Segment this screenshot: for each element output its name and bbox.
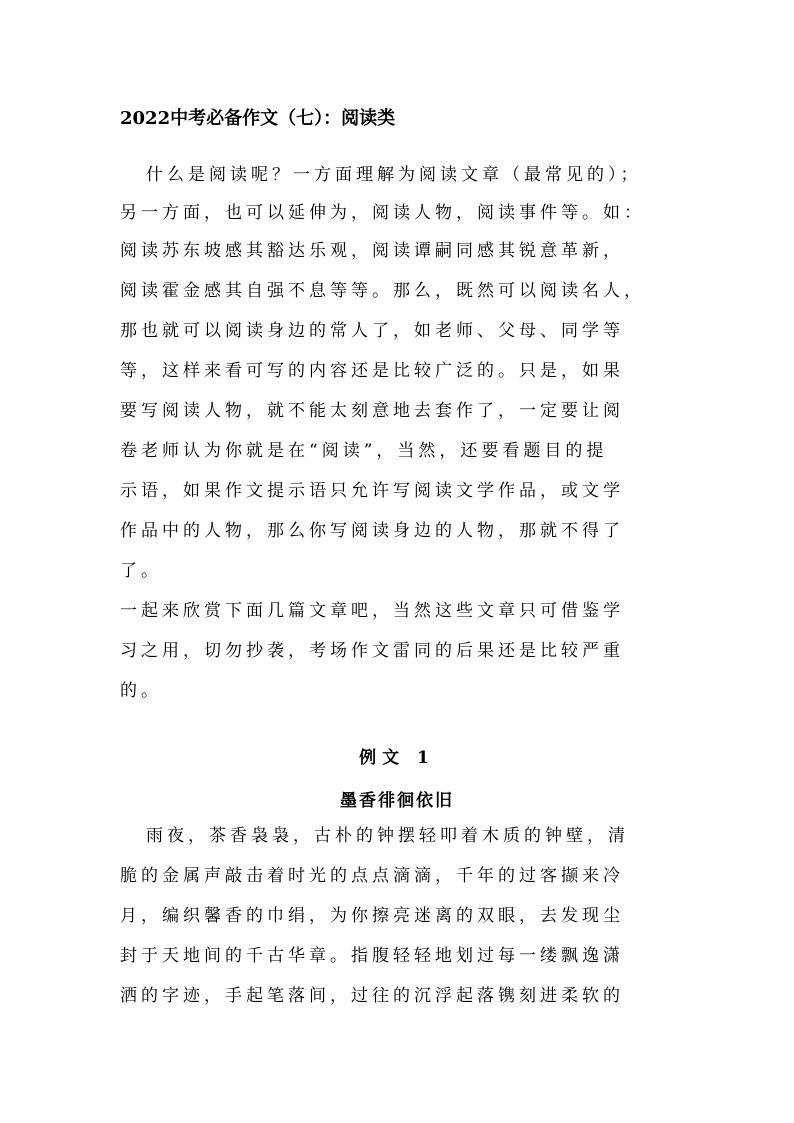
intro-line: 什么是阅读呢？一方面理解为阅读文章（最常见的）；: [146, 165, 642, 185]
essay-line: 雨夜，茶香袅袅，古朴的钟摆轻叩着木质的钟壁，清: [146, 826, 629, 846]
intro-line: 另一方面，也可以延伸为，阅读人物，阅读事件等。如：: [120, 203, 645, 223]
intro-line: 阅读霍金感其自强不息等等。那么，既然可以阅读名人，: [120, 281, 645, 301]
essay-line: 月，编织馨香的巾绢，为你擦亮迷离的双眼，去发现尘: [120, 906, 624, 926]
essay-line: 洒的字迹，手起笔落间，过往的沉浮起落镌刻进柔软的: [120, 986, 624, 1006]
intro-line: 等，这样来看可写的内容还是比较广泛的。只是，如果: [120, 361, 624, 381]
document-title: 2022中考必备作文（七）：阅读类: [120, 108, 396, 129]
intro-line: 作品中的人物，那么你写阅读身边的人物，那就不得了: [120, 521, 624, 541]
example-label: 例文 1: [359, 748, 435, 768]
intro-line: 一起来欣赏下面几篇文章吧，当然这些文章只可借鉴学: [120, 601, 624, 621]
intro-line: 示语，如果作文提示语只允许写阅读文学作品，或文学: [120, 481, 624, 501]
intro-line: 卷老师认为你就是在“阅读”，当然，还要看题目的提: [120, 441, 608, 461]
intro-line: 要写阅读人物，就不能太刻意地去套作了，一定要让阅: [120, 401, 624, 421]
essay-line: 封于天地间的千古华章。指腹轻轻地划过每一缕飘逸潇: [120, 946, 624, 966]
intro-line: 了。: [120, 561, 162, 581]
intro-line: 习之用，切勿抄袭，考场作文雷同的后果还是比较严重: [120, 641, 624, 661]
intro-line: 阅读苏东坡感其豁达乐观，阅读谭嗣同感其锐意革新，: [120, 241, 624, 261]
intro-line: 那也就可以阅读身边的常人了，如老师、父母、同学等: [120, 321, 624, 341]
essay-title: 墨香徘徊依旧: [340, 791, 454, 811]
intro-line: 的。: [120, 681, 162, 701]
essay-line: 脆的金属声敲击着时光的点点滴滴，千年的过客撷来冷: [120, 866, 624, 886]
